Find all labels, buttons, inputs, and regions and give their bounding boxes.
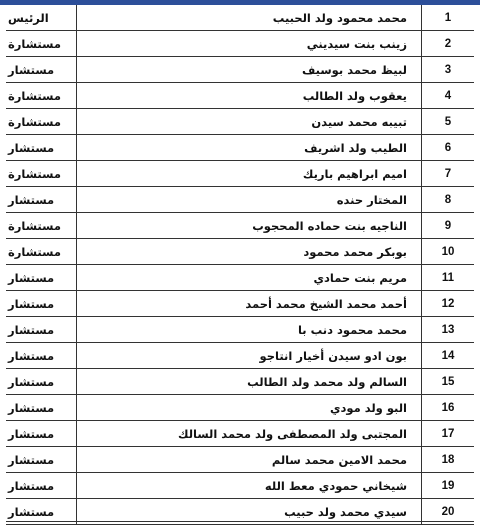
member-name: شيخاني حمودي معط الله bbox=[77, 473, 422, 499]
table-row bbox=[6, 135, 474, 161]
member-name: المختار حنده bbox=[77, 187, 422, 213]
table-row bbox=[6, 265, 474, 291]
table-row bbox=[6, 213, 474, 239]
table-row bbox=[6, 473, 474, 499]
member-role: مستشارة bbox=[6, 109, 77, 135]
row-number: 16 bbox=[422, 395, 475, 421]
row-number: 14 bbox=[422, 343, 475, 369]
table-bottom-border bbox=[6, 521, 474, 522]
member-role: مستشار bbox=[6, 499, 77, 525]
row-number: 5 bbox=[422, 109, 475, 135]
row-number: 10 bbox=[422, 239, 475, 265]
members-table bbox=[6, 5, 474, 525]
member-name: محمد محمود دنب با bbox=[77, 317, 422, 343]
table-row bbox=[6, 187, 474, 213]
member-role: مستشار bbox=[6, 447, 77, 473]
member-role: مستشار bbox=[6, 135, 77, 161]
member-name: السالم ولد محمد ولد الطالب bbox=[77, 369, 422, 395]
member-role: مستشار bbox=[6, 187, 77, 213]
table-row bbox=[6, 5, 474, 31]
row-number: 12 bbox=[422, 291, 475, 317]
member-role: مستشار bbox=[6, 473, 77, 499]
member-name: تبيبه محمد سيدن bbox=[77, 109, 422, 135]
row-number: 6 bbox=[422, 135, 475, 161]
member-role: مستشار bbox=[6, 421, 77, 447]
row-number: 15 bbox=[422, 369, 475, 395]
member-role: مستشار bbox=[6, 395, 77, 421]
member-role: مستشارة bbox=[6, 161, 77, 187]
member-name: البو ولد مودي bbox=[77, 395, 422, 421]
member-name: الناجيه بنت حماده المحجوب bbox=[77, 213, 422, 239]
table-row bbox=[6, 57, 474, 83]
member-role: مستشار bbox=[6, 57, 77, 83]
member-role: مستشارة bbox=[6, 213, 77, 239]
row-number: 13 bbox=[422, 317, 475, 343]
table-row bbox=[6, 291, 474, 317]
members-table-body bbox=[6, 5, 474, 525]
table-row bbox=[6, 369, 474, 395]
member-name: سيدي محمد ولد حبيب bbox=[77, 499, 422, 525]
member-name: لبيظ محمد بوسيف bbox=[77, 57, 422, 83]
member-name: محمد محمود ولد الحبيب bbox=[77, 5, 422, 31]
row-number: 18 bbox=[422, 447, 475, 473]
table-row bbox=[6, 83, 474, 109]
row-number: 3 bbox=[422, 57, 475, 83]
member-role: مستشارة bbox=[6, 31, 77, 57]
row-number: 9 bbox=[422, 213, 475, 239]
member-name: محمد الامين محمد سالم bbox=[77, 447, 422, 473]
member-role: مستشار bbox=[6, 343, 77, 369]
member-name: بون ادو سيدن أخيار انتاجو bbox=[77, 343, 422, 369]
table-row bbox=[6, 109, 474, 135]
member-name: أحمد محمد الشيخ محمد أحمد bbox=[77, 291, 422, 317]
member-name: يعقوب ولد الطالب bbox=[77, 83, 422, 109]
table-row bbox=[6, 317, 474, 343]
member-name: اميم ابراهيم باريك bbox=[77, 161, 422, 187]
member-role: الرئيس bbox=[6, 5, 77, 31]
member-role: مستشار bbox=[6, 265, 77, 291]
table-row bbox=[6, 239, 474, 265]
table-row bbox=[6, 343, 474, 369]
member-role: مستشارة bbox=[6, 239, 77, 265]
member-name: المجتبى ولد المصطفى ولد محمد السالك bbox=[77, 421, 422, 447]
member-role: مستشار bbox=[6, 317, 77, 343]
row-number: 20 bbox=[422, 499, 475, 525]
member-name: الطيب ولد اشريف bbox=[77, 135, 422, 161]
member-name: بوبكر محمد محمود bbox=[77, 239, 422, 265]
table-row bbox=[6, 447, 474, 473]
row-number: 7 bbox=[422, 161, 475, 187]
row-number: 4 bbox=[422, 83, 475, 109]
row-number: 1 bbox=[422, 5, 475, 31]
table-row bbox=[6, 395, 474, 421]
row-number: 11 bbox=[422, 265, 475, 291]
table-row bbox=[6, 31, 474, 57]
row-number: 2 bbox=[422, 31, 475, 57]
row-number: 19 bbox=[422, 473, 475, 499]
row-number: 17 bbox=[422, 421, 475, 447]
member-role: مستشار bbox=[6, 369, 77, 395]
table-row bbox=[6, 421, 474, 447]
member-name: مريم بنت حمادي bbox=[77, 265, 422, 291]
table-row bbox=[6, 161, 474, 187]
member-role: مستشار bbox=[6, 291, 77, 317]
row-number: 8 bbox=[422, 187, 475, 213]
member-name: زينب بنت سيديني bbox=[77, 31, 422, 57]
member-role: مستشارة bbox=[6, 83, 77, 109]
